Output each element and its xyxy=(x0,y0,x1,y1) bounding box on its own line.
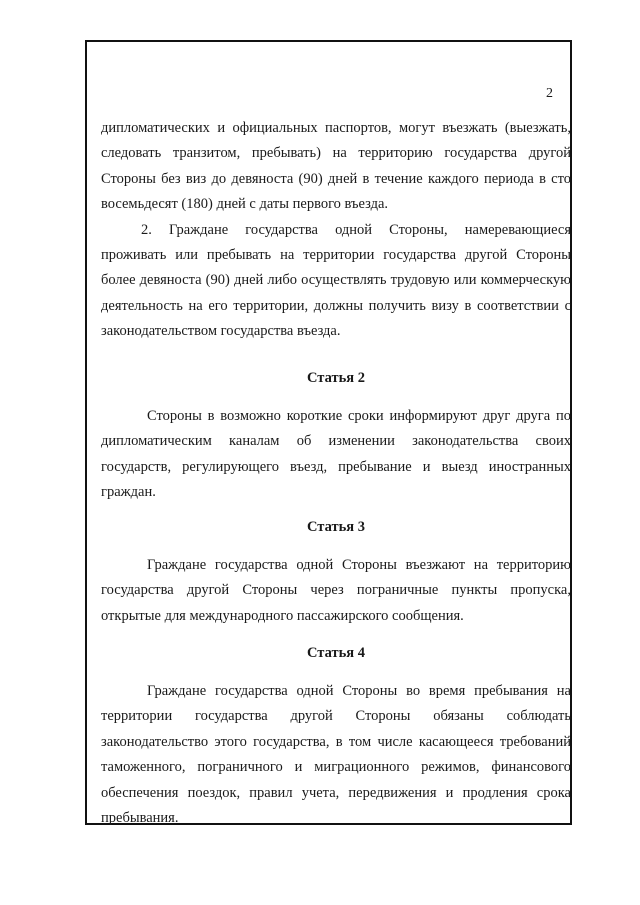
article-3-title: Статья 3 xyxy=(307,519,365,535)
article-4-text: Граждане государства одной Стороны во время пребывания на территории государства другой Стороны обязаны соблюдать законодательство этого государства, в том числе касающееся требований таможенного, пограничного и миграционного режимов, финансового обеспечения поездок, правил учета, передвижения и продления срока пребывания. xyxy=(101,683,571,827)
paragraph-2: 2. Граждане государства одной Стороны, намеревающиеся проживать или пребывать на территории государства другой Стороны более девяноста (90) дней либо осуществлять трудовую или коммерческую деятельность на его территории, должны получить визу в соответствии с законодательством государства въезда. xyxy=(101,221,571,340)
article-4-title: Статья 4 xyxy=(307,645,365,661)
article-2 xyxy=(101,366,571,506)
article-2-title: Статья 2 xyxy=(307,370,365,386)
article-3 xyxy=(101,515,571,629)
article-4 xyxy=(101,641,571,831)
page-number: 2 xyxy=(546,86,553,101)
article-2-text: Стороны в возможно короткие сроки информируют друг друга по дипломатическим каналам об изменении законодательства своих государств, регулирующего въезд, пребывание и выезд иностранных граждан. xyxy=(101,408,571,501)
continuation-paragraph: дипломатических и официальных паспортов, могут въезжать (выезжать, следовать транзитом, пребывать) на территорию государства другой Стороны без виз до девяноста (90) дней в течение каждого периода в сто восемьдесят (180) дней с даты первого въезда. xyxy=(101,120,571,213)
article-3-text: Граждане государства одной Стороны въезжают на территорию государства другой Стороны через пограничные пункты пропуска, открытые для международного пассажирского сообщения. xyxy=(101,557,571,624)
text-block-continuation xyxy=(101,116,571,345)
